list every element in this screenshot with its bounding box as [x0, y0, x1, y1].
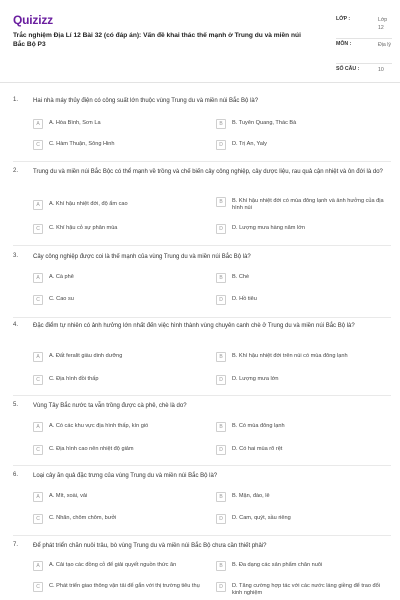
meta-subject-value: Địa lý	[378, 42, 391, 48]
option-c[interactable]	[33, 375, 208, 385]
option-text: D. Lượng mưa lớn	[232, 376, 279, 382]
option-text: A. Có các khu vực địa hình thấp, kín gió	[49, 423, 149, 429]
option-d[interactable]	[216, 295, 391, 305]
question-text: Trung du và miền núi Bắc Bộc có thể mạnh về trồng và chế biến cây công nghiệp, cây dược liệu, rau quả cận nhiệt và ôn đới là do?	[33, 169, 383, 175]
divider	[13, 317, 391, 318]
meta-subject-row	[336, 39, 392, 64]
option-text: B. Tuyên Quang, Thác Bà	[232, 120, 297, 126]
option-letter: D	[216, 445, 226, 455]
option-letter: D	[216, 295, 226, 305]
option-text: B. Mận, đào, lê	[232, 493, 270, 499]
option-b[interactable]	[216, 119, 391, 129]
question-text: Hai nhà máy thủy điện có công suất lớn thuộc vùng Trung du và miền núi Bắc Bộ là?	[33, 98, 259, 104]
option-a[interactable]	[33, 561, 208, 571]
question-text: Đặc điểm tự nhiên có ảnh hưởng lớn nhất đến việc hình thành vùng chuyên canh chè ở Trung du và miền núi Bắc Bộ là?	[33, 323, 355, 329]
option-text: C. Nhãn, chôm chôm, bưởi	[49, 515, 117, 521]
question-6	[13, 472, 391, 532]
option-letter: A	[33, 422, 43, 432]
option-text: B. Khí hậu nhiệt đới trên núi có mùa đông lạnh	[232, 353, 348, 359]
option-letter: C	[33, 375, 43, 385]
question-text: Loại cây ăn quả đặc trưng của vùng Trung du và miền núi Bắc Bộ là?	[33, 473, 218, 479]
question-text: Cây công nghiệp được coi là thế mạnh của vùng Trung du và miền núi Bắc Bộ là?	[33, 254, 251, 260]
option-text: A. Mít, xoài, vải	[49, 493, 88, 499]
worksheet-header	[0, 0, 400, 83]
option-text: D. Tăng cường hợp tác với các nước láng giềng để trao đổi kinh nghiệm	[232, 583, 380, 597]
option-d[interactable]	[216, 582, 391, 597]
option-text: D. Cam, quýt, sầu riêng	[232, 515, 291, 521]
meta-count-label: SỐ CÂU :	[336, 66, 360, 72]
option-letter: B	[216, 352, 226, 362]
option-text: D. Có hai mùa rõ rệt	[232, 446, 283, 452]
question-text: Để phát triển chăn nuôi trâu, bò vùng Trung du và miền núi Bắc Bộ chưa cần thiết phải?	[33, 543, 267, 549]
question-number: 7.	[13, 542, 19, 548]
question-3	[13, 253, 391, 315]
option-text: D. Hồ tiêu	[232, 296, 257, 302]
question-1	[13, 97, 391, 157]
meta-count-row	[336, 64, 392, 89]
question-number: 1.	[13, 97, 19, 103]
option-letter: A	[33, 273, 43, 283]
option-letter: D	[216, 140, 226, 150]
option-letter: C	[33, 582, 43, 592]
option-letter: A	[33, 119, 43, 129]
question-5	[13, 402, 391, 462]
option-text: B. Đa dạng các sản phẩm chăn nuôi	[232, 562, 323, 568]
option-text: C. Địa hình cao nên nhiệt độ giảm	[49, 446, 134, 452]
question-number: 3.	[13, 253, 19, 259]
option-letter: A	[33, 492, 43, 502]
option-letter: A	[33, 200, 43, 210]
option-c[interactable]	[33, 140, 208, 150]
option-a[interactable]	[33, 422, 208, 432]
option-b[interactable]	[216, 197, 391, 212]
option-b[interactable]	[216, 492, 391, 502]
option-letter: D	[216, 375, 226, 385]
divider	[13, 535, 391, 536]
option-c[interactable]	[33, 445, 208, 455]
meta-class-label: LỚP :	[336, 16, 351, 22]
worksheet-title: Trắc nghiệm Địa Lí 12 Bài 32 (có đáp án): Vấn đề khai thác thế mạnh ở Trung du và miền núi Bắc Bộ P3	[13, 32, 301, 48]
option-d[interactable]	[216, 375, 391, 385]
option-a[interactable]	[33, 273, 208, 283]
option-text: B. Có mùa đông lạnh	[232, 423, 285, 429]
option-b[interactable]	[216, 422, 391, 432]
option-text: A. Cải tạo các đồng cỏ để giải quyết nguồn thức ăn	[49, 562, 177, 568]
option-letter: B	[216, 273, 226, 283]
quizizz-logo: Quizizz	[13, 13, 53, 27]
option-c[interactable]	[33, 295, 208, 305]
divider	[13, 245, 391, 246]
divider	[13, 395, 391, 396]
option-text: D. Trị An, Yaly	[232, 141, 267, 147]
option-letter: D	[216, 514, 226, 524]
option-letter: B	[216, 422, 226, 432]
option-text: A. Cà phê	[49, 274, 74, 280]
option-letter: A	[33, 352, 43, 362]
option-b[interactable]	[216, 352, 391, 362]
option-c[interactable]	[33, 224, 208, 234]
option-letter: C	[33, 445, 43, 455]
option-letter: C	[33, 140, 43, 150]
meta-class-row	[336, 14, 392, 39]
option-c[interactable]	[33, 514, 208, 524]
divider	[13, 465, 391, 466]
option-b[interactable]	[216, 561, 391, 571]
option-text: B. Khí hậu nhiệt đới có mùa đông lạnh và ảnh hưởng của địa hình núi	[232, 198, 384, 212]
option-letter: C	[33, 224, 43, 234]
divider	[13, 161, 391, 162]
question-2	[13, 168, 391, 240]
option-letter: D	[216, 582, 226, 592]
option-text: A. Đất feralit giàu dinh dưỡng	[49, 353, 123, 359]
option-letter: C	[33, 295, 43, 305]
question-number: 4.	[13, 322, 19, 328]
option-letter: B	[216, 119, 226, 129]
option-text: A. Khí hậu nhiệt đới, độ ẩm cao	[49, 201, 128, 207]
question-4	[13, 322, 391, 392]
option-d[interactable]	[216, 514, 391, 524]
question-number: 5.	[13, 402, 19, 408]
option-d[interactable]	[216, 140, 391, 150]
option-a[interactable]	[33, 119, 208, 129]
option-a[interactable]	[33, 200, 208, 210]
meta-class-value: Lớp 12	[378, 17, 388, 31]
option-d[interactable]	[216, 224, 391, 234]
question-text: Vùng Tây Bắc nước ta vẫn trồng được cà phê, chè là do?	[33, 403, 187, 409]
option-letter: A	[33, 561, 43, 571]
option-text: C. Khí hậu cỏ sự phân mùa	[49, 225, 118, 231]
option-b[interactable]	[216, 273, 391, 283]
option-text: A. Hòa Bình, Sơn La	[49, 120, 101, 126]
option-a[interactable]	[33, 352, 208, 362]
option-letter: C	[33, 514, 43, 524]
option-a[interactable]	[33, 492, 208, 502]
option-text: C. Địa hình đồi thấp	[49, 376, 99, 382]
option-letter: B	[216, 197, 226, 207]
option-letter: B	[216, 492, 226, 502]
worksheet-meta	[336, 14, 392, 89]
question-number: 6.	[13, 472, 19, 478]
option-text: C. Hàm Thuận, Sông Hinh	[49, 141, 115, 147]
option-text: B. Chè	[232, 274, 250, 280]
option-c[interactable]	[33, 582, 208, 592]
option-text: C. Phát triển giao thông vận tải để gắn với thị trường tiêu thụ	[49, 583, 200, 589]
question-number: 2.	[13, 168, 19, 174]
option-letter: D	[216, 224, 226, 234]
question-7	[13, 542, 391, 600]
meta-count-value: 10	[378, 67, 384, 73]
option-d[interactable]	[216, 445, 391, 455]
option-text: C. Cao su	[49, 296, 74, 302]
option-letter: B	[216, 561, 226, 571]
option-text: D. Lượng mưa hàng năm lớn	[232, 225, 305, 231]
meta-subject-label: MÔN :	[336, 41, 352, 47]
